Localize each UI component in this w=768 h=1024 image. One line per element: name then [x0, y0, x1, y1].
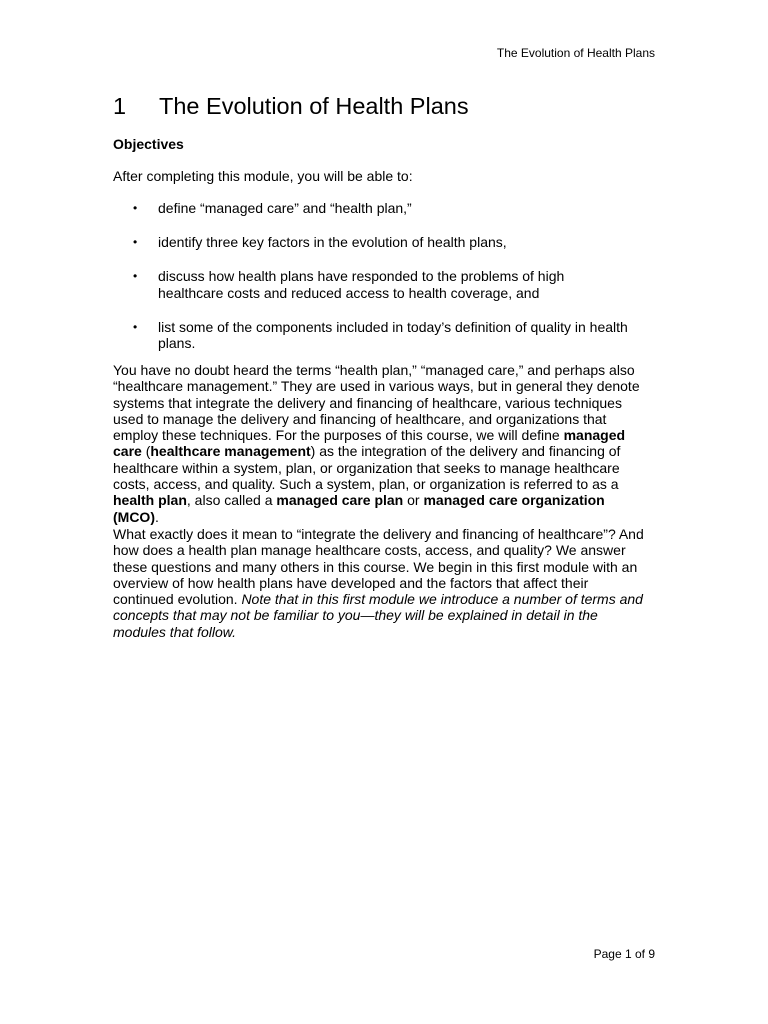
term-health-plan: health plan: [113, 492, 187, 509]
term-healthcare-management: healthcare management: [150, 443, 311, 460]
term-managed-care-plan: managed care plan: [276, 492, 404, 509]
list-item-text: discuss how health plans have responded to the problems of high healthcare costs and reduced access to health coverage, and: [158, 268, 565, 301]
list-item-text: identify three key factors in the evolution of health plans,: [158, 234, 507, 250]
term-mco: managed care organization (MCO): [113, 492, 605, 525]
list-item-text: list some of the components included in today’s definition of quality in health plans.: [158, 318, 628, 351]
bullet-icon: •: [133, 201, 138, 215]
page-number: Page 1 of 9: [593, 947, 655, 961]
paragraph-text: ) as the integration of the delivery and financing of healthcare within a system, plan, or organization that seeks to manage healthcare costs, access, and quality. Such a system, plan, or organization is referred to as a: [113, 443, 621, 493]
running-header: The Evolution of Health Plans: [496, 46, 655, 60]
objectives-heading: Objectives: [113, 136, 184, 152]
term-managed-care: managed care: [113, 427, 626, 460]
chapter-number: 1: [113, 93, 127, 119]
bullet-icon: •: [133, 235, 138, 249]
objectives-list: [113, 200, 633, 369]
chapter-title-text: The Evolution of Health Plans: [159, 93, 469, 119]
paragraph-text: (: [141, 443, 151, 460]
paragraph-text: You have no doubt heard the terms “health plan,” “managed care,” and perhaps also “healthcare management.” They are used in various ways, but in general they denote systems that integrate the delivery and financing of healthcare, various techniques used to manage the delivery and financing of healthcare, and organizations that employ these techniques. For the purposes of this course, we will define: [113, 362, 640, 444]
italic-note: Note that in this first module we introduce a number of terms and concepts that may not be familiar to you—they will be explained in detail in the modules that follow.: [113, 591, 643, 640]
list-item: [113, 234, 633, 251]
paragraph-text: What exactly does it mean to “integrate the delivery and financing of healthcare”? And how does a health plan manage healthcare costs, access, and quality? We answer these questions and many others in this course. We begin in this first module with an overview of how health plans have developed and the factors that affect their continued evolution.: [113, 526, 644, 608]
paragraph-text: , also called a: [186, 492, 277, 509]
list-item: [113, 268, 633, 301]
paragraph-text: or: [403, 492, 424, 509]
body-paragraph-overview: [113, 526, 648, 640]
list-item-text: define “managed care” and “health plan,”: [158, 200, 412, 216]
bullet-icon: •: [133, 319, 138, 334]
bullet-icon: •: [133, 269, 138, 283]
objectives-intro: After completing this module, you will be able to:: [113, 168, 413, 184]
chapter-title: [113, 91, 469, 121]
paragraph-text: .: [155, 508, 159, 525]
list-item: [113, 200, 633, 217]
body-paragraph-definitions: [113, 362, 648, 525]
list-item: [113, 319, 633, 352]
